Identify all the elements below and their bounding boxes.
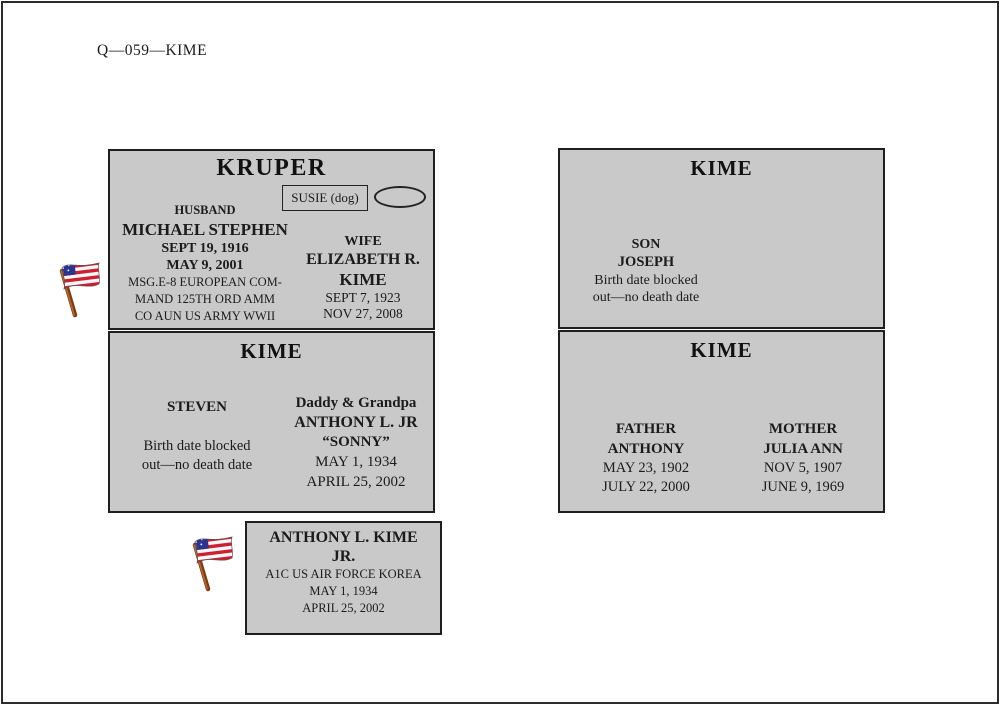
husband-service-line3: CO AUN US ARMY WWII	[134, 309, 276, 323]
husband-death: MAY 9, 2001	[166, 258, 244, 273]
stone-kime-steven-sonny	[108, 331, 435, 513]
wife-name2: KIME	[339, 270, 387, 289]
stone-kruper	[108, 149, 435, 330]
father-role: FATHER	[615, 421, 677, 437]
steven-note-line1: Birth date blocked	[143, 438, 251, 454]
sonny-title: Daddy & Grandpa	[295, 395, 417, 411]
father-block	[576, 419, 716, 497]
dog-marker-oval	[374, 186, 426, 208]
husband-block	[110, 202, 300, 325]
son-block	[576, 236, 716, 306]
page-title: Q—059—KIME	[97, 42, 208, 59]
wife-death: NOV 27, 2008	[323, 306, 403, 321]
steven-block	[122, 397, 272, 475]
stone-kime-son-header: KIME	[690, 156, 753, 180]
son-role: SON	[631, 237, 661, 252]
mother-block	[732, 419, 874, 497]
father-death: JULY 22, 2000	[602, 479, 690, 495]
mother-death: JUNE 9, 1969	[761, 479, 845, 495]
marker-name-line1: ANTHONY L. KIME	[269, 529, 418, 546]
father-birth: MAY 23, 1902	[602, 460, 690, 476]
us-flag-icon	[179, 532, 235, 597]
son-name: JOSEPH	[617, 254, 675, 270]
marker-name-line2: JR.	[331, 548, 356, 565]
sonny-nickname: “SONNY”	[322, 434, 390, 450]
steven-note-line2: out—no death date	[141, 457, 253, 473]
son-note-line1: Birth date blocked	[594, 273, 698, 288]
stone-kime-mid-header: KIME	[240, 339, 303, 363]
stone-kime-parents	[558, 330, 885, 513]
sonny-death: APRIL 25, 2002	[306, 474, 406, 490]
mother-role: MOTHER	[768, 421, 838, 437]
dog-label: SUSIE (dog)	[291, 190, 359, 205]
sonny-name: ANTHONY L. JR	[294, 414, 418, 431]
stone-kruper-header: KRUPER	[216, 155, 327, 181]
mother-name: JULIA ANN	[763, 441, 843, 457]
marker-service: A1C US AIR FORCE KOREA	[265, 567, 422, 581]
wife-block	[298, 233, 428, 322]
son-note-line2: out—no death date	[592, 290, 700, 305]
husband-role: HUSBAND	[174, 203, 236, 217]
sonny-birth: MAY 1, 1934	[315, 454, 397, 470]
mother-birth: NOV 5, 1907	[763, 460, 843, 476]
husband-service-line2: MAND 125TH ORD AMM	[135, 292, 275, 306]
us-flag-icon	[46, 258, 102, 323]
husband-service-line1: MSG.E-8 EUROPEAN COM-	[128, 275, 282, 289]
husband-name: MICHAEL STEPHEN	[122, 220, 288, 239]
wife-role: WIFE	[344, 234, 382, 249]
sonny-block	[280, 393, 432, 492]
stone-kime-son	[558, 148, 885, 329]
husband-birth: SEPT 19, 1916	[161, 241, 249, 256]
marker-birth: MAY 1, 1934	[309, 584, 378, 598]
father-name: ANTHONY	[607, 441, 685, 457]
stone-kime-parents-header: KIME	[690, 338, 753, 362]
wife-name1: ELIZABETH R.	[306, 251, 420, 268]
steven-name: STEVEN	[166, 399, 228, 415]
marker-anthony-kime-jr	[245, 521, 442, 635]
marker-death: APRIL 25, 2002	[302, 601, 385, 615]
wife-birth: SEPT 7, 1923	[325, 290, 401, 305]
